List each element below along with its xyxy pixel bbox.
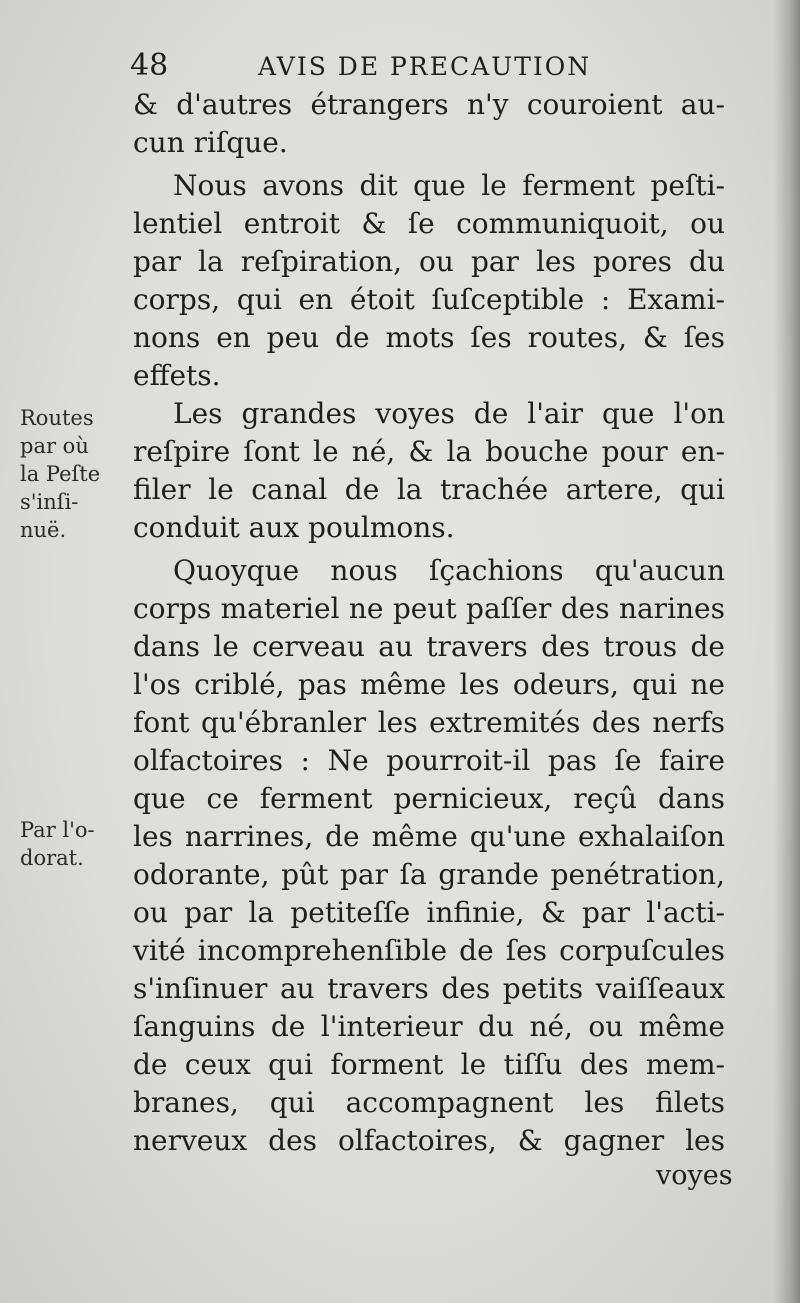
margin-note-line: Routes [20, 406, 94, 430]
margin-note-routes [20, 404, 100, 544]
page-number: 48 [130, 48, 169, 83]
text-line: de ceux qui forment le tiſſu des mem- [133, 1048, 725, 1081]
margin-note-line: la Peſte [20, 462, 101, 486]
text-line: corps, qui en étoit ſuſceptible : Exami- [133, 283, 725, 316]
text-line: odorante, pût par ſa grande penétration, [133, 858, 725, 891]
text-line: & d'autres étrangers n'y couroient au- [133, 88, 725, 121]
text-line: filer le canal de la trachée artere, qui [133, 473, 725, 506]
margin-note-line: dorat. [20, 846, 84, 870]
text-line: effets. [133, 359, 221, 392]
text-line: cun riſque. [133, 126, 288, 159]
text-line: branes, qui accompagnent les filets [133, 1086, 725, 1119]
text-line: dans le cerveau au travers des trous de [133, 630, 725, 663]
text-line: nerveux des olfactoires, & gagner les [133, 1124, 725, 1157]
text-line: l'os criblé, pas même les odeurs, qui ne [133, 668, 725, 701]
margin-note-odorat [20, 816, 95, 872]
text-line: s'inſinuer au travers des petits vaiſſeaux [133, 972, 725, 1005]
text-line: reſpire ſont le né, & la bouche pour en- [133, 435, 725, 468]
catchword: voyes [656, 1160, 733, 1191]
text-line: les narrines, de même qu'une exhalaiſon [133, 820, 725, 853]
text-line: Quoyque nous ſçachions qu'aucun [173, 554, 725, 587]
margin-note-line: par où [20, 434, 89, 458]
margin-note-line: Par l'o- [20, 818, 95, 842]
margin-note-line: nuë. [20, 518, 67, 542]
text-line: font qu'ébranler les extremités des nerfs [133, 706, 725, 739]
text-line: Nous avons dit que le ferment peſti- [173, 169, 725, 202]
text-line: conduit aux poulmons. [133, 511, 455, 544]
text-line: que ce ferment pernicieux, reçû dans [133, 782, 725, 815]
text-line: olfactoires : Ne pourroit-il pas ſe faire [133, 744, 725, 777]
page-header [130, 48, 730, 88]
text-line: Les grandes voyes de l'air que l'on [173, 397, 725, 430]
text-line: lentiel entroit & ſe communiquoit, ou [133, 207, 725, 240]
page-edge-shadow [774, 0, 800, 1303]
text-line: par la reſpiration, ou par les pores du [133, 245, 725, 278]
text-line: ſanguins de l'interieur du né, ou même [133, 1010, 725, 1043]
text-line: corps materiel ne peut paſſer des narines [133, 592, 725, 625]
text-line: nons en peu de mots ſes routes, & ſes [133, 321, 725, 354]
running-title: AVIS DE PRECAUTION [258, 52, 592, 81]
text-line: ou par la petiteſſe infinie, & par l'acti- [133, 896, 725, 929]
text-line: vité incomprehenſible de ſes corpuſcules [133, 934, 725, 967]
margin-note-line: s'inſi- [20, 490, 79, 514]
